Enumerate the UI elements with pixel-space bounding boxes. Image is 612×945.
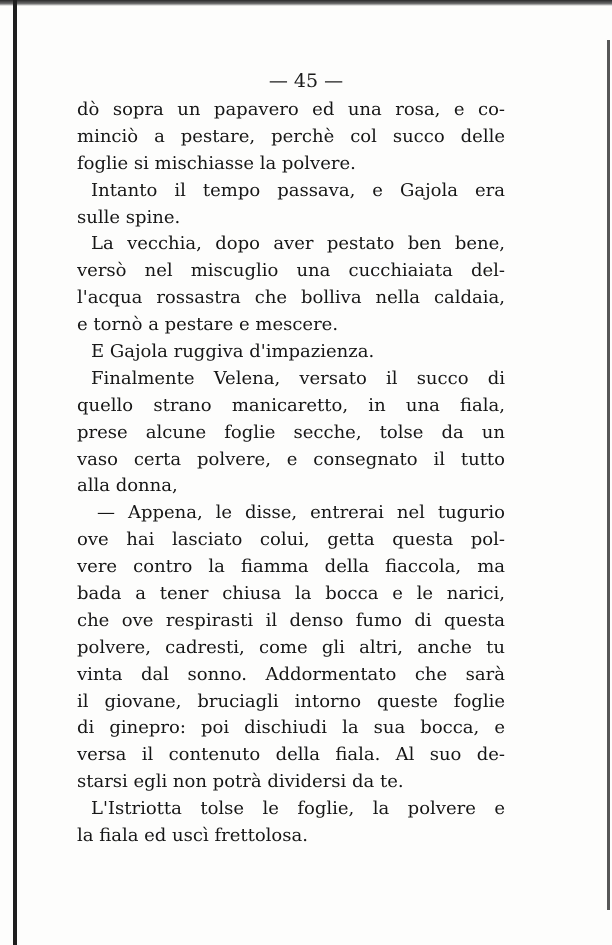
body-text	[77, 97, 505, 850]
text-line: vaso certa polvere, e consegnato il tutto	[77, 448, 505, 470]
page-right-edge	[607, 40, 610, 910]
text-line: il giovane, bruciagli intorno queste foglie	[77, 690, 505, 712]
page-top-edge	[0, 0, 612, 6]
text-line: La vecchia, dopo aver pestato ben bene,	[91, 233, 505, 255]
text-line: Intanto il tempo passava, e Gajola era	[91, 179, 505, 201]
text-line: vinta dal sonno. Addormentato che sarà	[77, 663, 505, 685]
text-line: Finalmente Velena, versato il succo di	[91, 367, 505, 389]
text-line: di ginepro: poi dischiudi la sua bocca, e	[77, 717, 505, 739]
text-line: alla donna,	[77, 475, 178, 497]
text-line: — Appena, le disse, entrerai nel tugurio	[97, 502, 505, 524]
text-line: prese alcune foglie secche, tolse da un	[77, 421, 505, 443]
text-line: e tornò a pestare e mescere.	[77, 314, 339, 336]
text-line: che ove respirasti il denso fumo di questa	[77, 609, 505, 631]
text-line: sulle spine.	[77, 206, 181, 228]
text-line: ove hai lasciato colui, getta questa pol-	[77, 529, 505, 551]
text-line: l'acqua rossastra che bolliva nella caldaia,	[77, 287, 505, 309]
text-line: versò nel miscuglio una cucchiaiata del-	[77, 260, 505, 282]
text-line: bada a tener chiusa la bocca e le narici,	[77, 583, 505, 605]
text-line: quello strano manicaretto, in una fiala,	[77, 394, 505, 416]
page-number: — 45 —	[268, 70, 344, 92]
text-line: minciò a pestare, perchè col succo delle	[77, 125, 505, 147]
text-line: L'Istriotta tolse le foglie, la polvere e	[91, 798, 505, 820]
text-line: E Gajola ruggiva d'impazienza.	[91, 341, 375, 363]
text-line: foglie si mischiasse la polvere.	[77, 152, 356, 174]
page-binding-edge	[13, 0, 17, 945]
text-line: la fiala ed uscì frettolosa.	[77, 825, 308, 847]
text-line: starsi egli non potrà dividersi da te.	[77, 771, 404, 793]
text-line: dò sopra un papavero ed una rosa, e co-	[77, 99, 505, 120]
text-line: vere contro la fiamma della fiaccola, ma	[77, 556, 505, 578]
text-line: polvere, cadresti, come gli altri, anche tu	[77, 636, 505, 658]
text-line: versa il contenuto della fiala. Al suo de-	[77, 744, 505, 766]
